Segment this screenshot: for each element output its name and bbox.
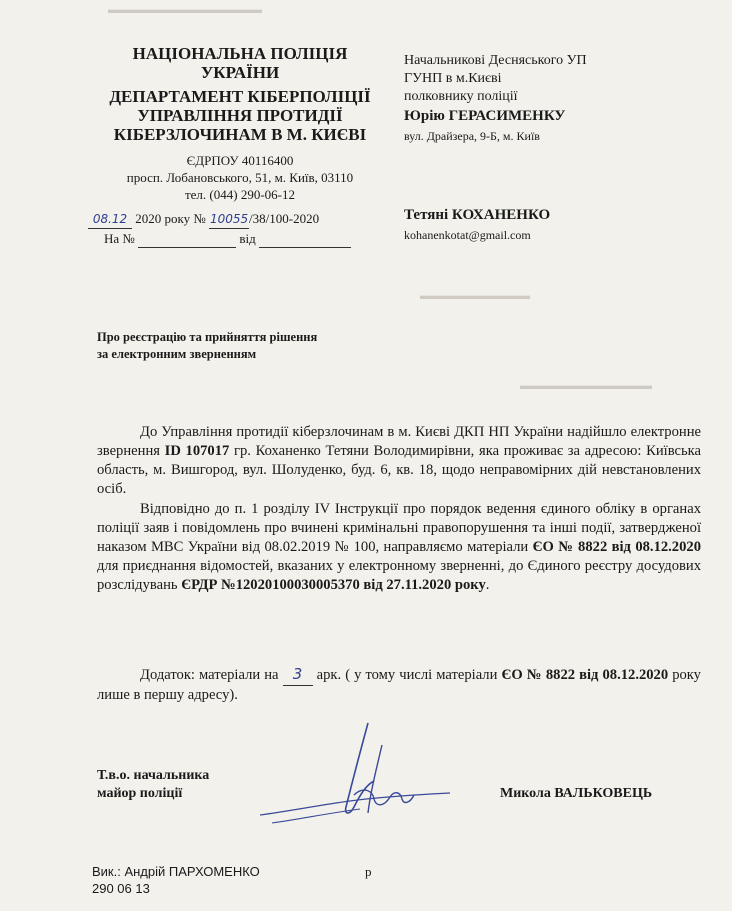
recipient1-name: Юрію ГЕРАСИМЕНКУ: [404, 108, 566, 124]
attachment-paragraph: [97, 665, 701, 705]
handwritten-signature: [250, 715, 480, 835]
paragraph2-text: .: [485, 577, 490, 593]
sender-phone: тел. (044) 290-06-12: [184, 187, 295, 202]
sender-org-line: УКРАЇНИ: [200, 63, 280, 82]
appeal-id: ID 107017: [164, 443, 230, 459]
show-through-text: ▬▬▬▬▬▬▬▬▬▬▬▬▬▬: [108, 4, 262, 16]
signer-title2: майор поліції: [97, 786, 183, 801]
executor-name: Вик.: Андрій ПАРХОМЕНКО: [92, 864, 260, 879]
paragraph2-text: Відповідно до п. 1 розділу IV Інструкції про порядок ведення єдиного обліку в органах поліції заяв і повідомлень про вчинені кримінальні правопорушення та інші події, затвердженої наказом МВС України від 08.02.2019 № 100, направляємо матеріали: [97, 501, 701, 555]
attachment-text: року лише в першу адресу).: [97, 667, 701, 703]
show-through-text: ▬▬▬▬▬▬▬▬▬▬▬▬: [520, 380, 652, 392]
outgoing-number-suffix: /38/100-2020: [249, 211, 320, 226]
paragraph-request: [97, 423, 701, 499]
sender-org-line: НАЦІОНАЛЬНА ПОЛІЦІЯ: [132, 44, 348, 63]
attachment-text: Додаток: матеріали на: [140, 667, 283, 683]
recipient1-line3: полковнику поліції: [404, 89, 518, 104]
sender-edrpou: ЄДРПОУ 40116400: [186, 153, 294, 168]
paragraph-decision: [97, 500, 701, 595]
paragraph1-text: гр. Коханенко Тетяни Володимирівни, яка проживає за адресою: Київська область, м. Вишгород, вул. Шолуденко, буд. 6, кв. 18, щодо неправомірних дій невстановлених осіб.: [97, 443, 701, 497]
eo-reference: ЄО № 8822 від 08.12.2020: [532, 539, 701, 555]
recipient1-line2: ГУНП в м.Києві: [404, 71, 502, 86]
sender-org-line: УПРАВЛІННЯ ПРОТИДІЇ: [137, 106, 343, 125]
paragraph2-text: для приєднання відомостей, вказаних у електронному зверненні, до Єдиного реєстру досудових розслідувань: [97, 558, 701, 593]
outgoing-number-prefix: №: [193, 211, 206, 226]
show-through-text: ▬▬▬▬▬▬▬▬▬▬: [420, 290, 530, 302]
attachment-eo-reference: ЄО № 8822 від 08.12.2020: [501, 667, 669, 683]
handwritten-number: 10055: [209, 212, 249, 226]
vid-label: від: [239, 231, 256, 246]
recipient1-line1: Начальникові Десняського УП: [404, 53, 587, 68]
attachment-text: арк. ( у тому числі матеріали: [312, 667, 502, 683]
recipient1-address: вул. Драйзера, 9-Б, м. Київ: [404, 129, 540, 143]
recipient2-name: Тетяні КОХАНЕНКО: [404, 207, 551, 223]
outgoing-year: 2020 року: [135, 211, 191, 226]
sender-org-line: КІБЕРЗЛОЧИНАМ В М. КИЄВІ: [113, 125, 367, 144]
paragraph1-text: До Управління протидії кіберзлочинам в м. Києві ДКП НП України надійшло електронне звернення: [97, 424, 701, 459]
subject-line1: Про реєстрацію та прийняття рішення: [97, 330, 318, 344]
executor-phone: 290 06 13: [92, 881, 150, 896]
sender-org-line: ДЕПАРТАМЕНТ КІБЕРПОЛІЦІЇ: [109, 87, 371, 106]
reference-number-line: [104, 230, 351, 248]
signer-name: Микола ВАЛЬКОВЕЦЬ: [500, 786, 653, 801]
sender-address: просп. Лобановського, 51, м. Київ, 03110: [126, 170, 354, 185]
executor-mark: р: [365, 864, 372, 879]
recipient2-email: kohanenkotat@gmail.com: [404, 228, 531, 242]
signer-title1: Т.в.о. начальника: [97, 768, 210, 783]
handwritten-pages: 3: [292, 665, 303, 683]
handwritten-date: 08.12: [92, 212, 128, 226]
erdr-reference: ЄРДР №12020100030005370 від 27.11.2020 року: [181, 577, 486, 593]
na-label: На №: [104, 231, 135, 246]
subject-line2: за електронним зверненням: [97, 347, 257, 361]
outgoing-number-line: [88, 210, 319, 229]
